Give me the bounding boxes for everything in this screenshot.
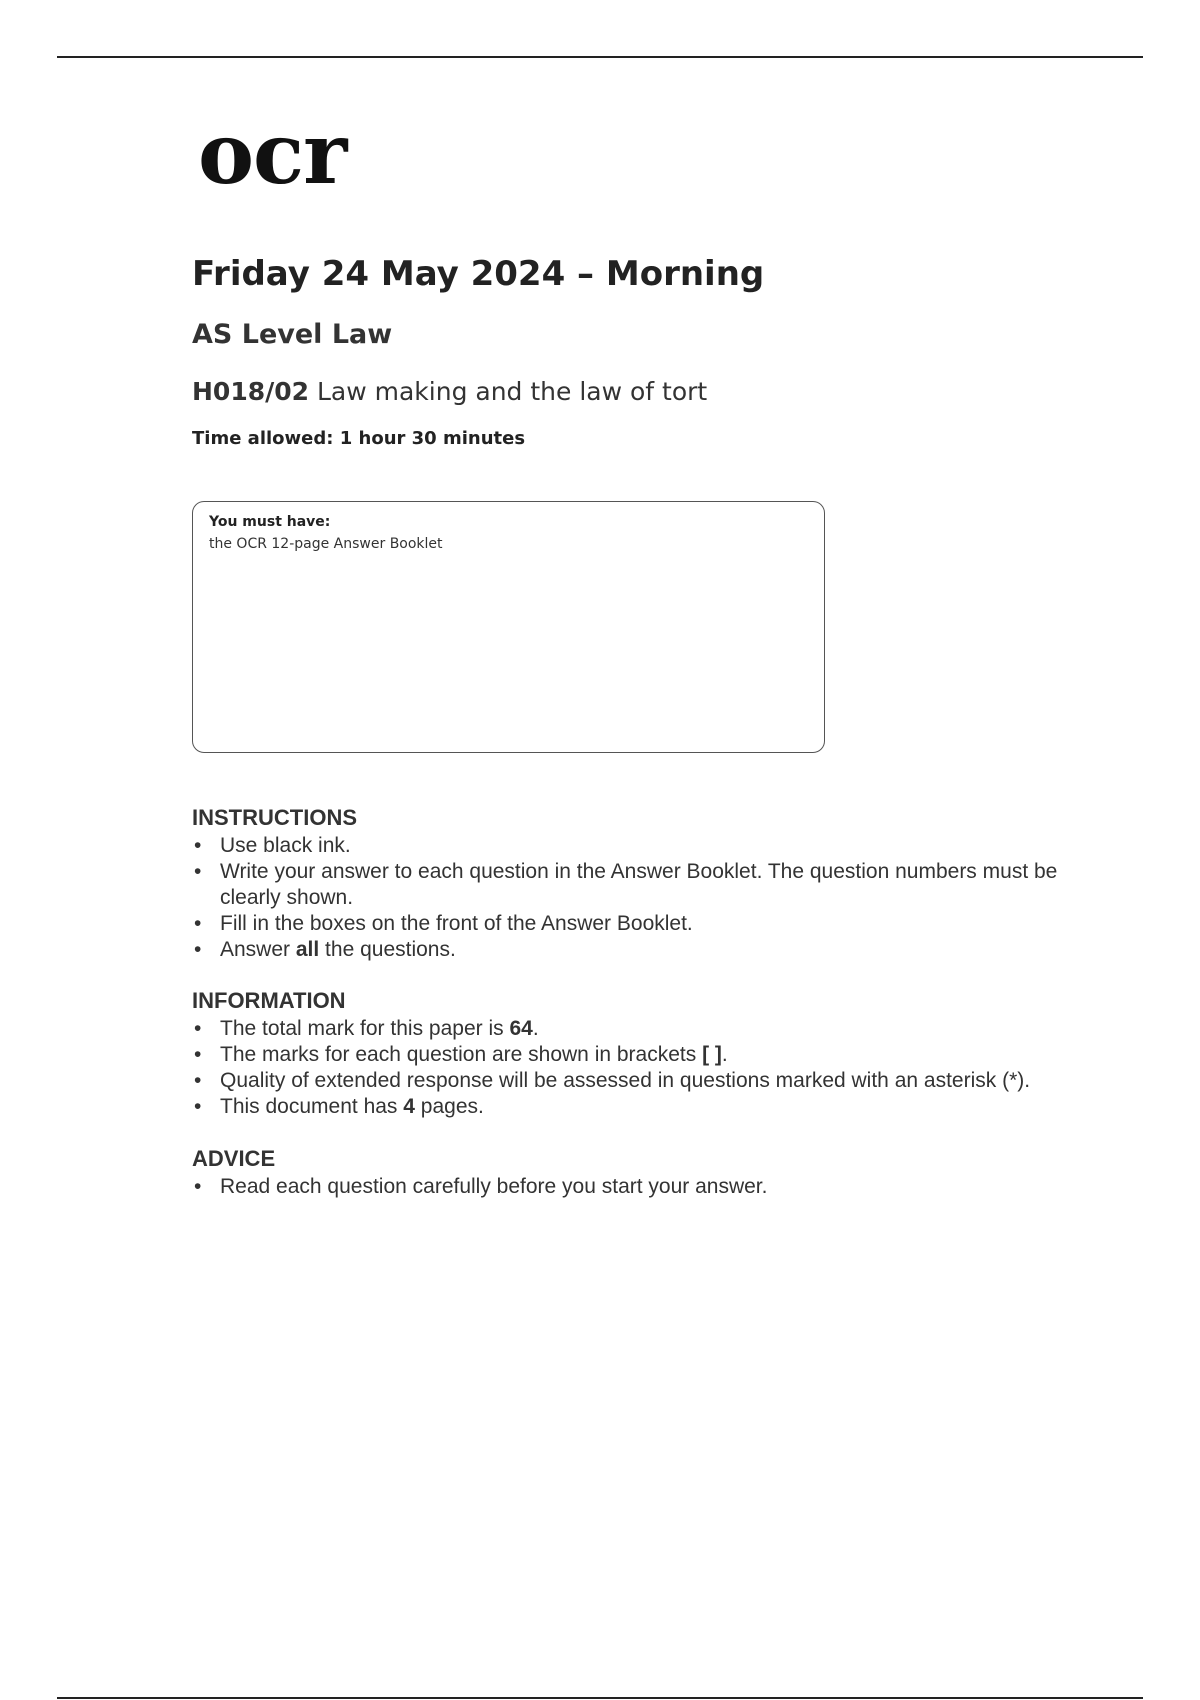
bullet-icon: •	[194, 860, 202, 883]
instructions-list	[192, 833, 1092, 963]
list-item-text-after: pages.	[414, 1095, 484, 1118]
bottom-rule	[57, 1697, 1143, 1699]
bullet-icon: •	[194, 1069, 202, 1092]
list-item	[192, 833, 1092, 859]
list-item-text-bold: all	[295, 938, 320, 961]
advice-section	[192, 1146, 1092, 1200]
ocr-logo: ocr	[198, 104, 347, 203]
list-item	[192, 859, 1092, 911]
list-item-text-after: the questions.	[319, 938, 456, 961]
you-must-have-item: the OCR 12-page Answer Booklet	[209, 536, 443, 552]
bullet-icon: •	[194, 1017, 202, 1040]
information-list	[192, 1016, 1092, 1120]
list-item-text: Write your answer to each question in the Answer Booklet. The question numbers must be clearly shown.	[220, 860, 1058, 909]
bullet-icon: •	[194, 912, 202, 935]
list-item-text: Fill in the boxes on the front of the Answer Booklet.	[220, 912, 693, 935]
you-must-have-box	[192, 501, 825, 753]
list-item-text: Quality of extended response will be assessed in questions marked with an asterisk (*).	[220, 1069, 1031, 1092]
list-item-text-before: The total mark for this paper is	[220, 1017, 510, 1040]
exam-subject: AS Level Law	[192, 319, 393, 350]
bullet-icon: •	[194, 1043, 202, 1066]
top-rule	[57, 56, 1143, 58]
paper-title-line	[192, 378, 707, 406]
information-section	[192, 988, 1092, 1120]
instructions-heading: INSTRUCTIONS	[192, 805, 357, 830]
information-heading: INFORMATION	[192, 988, 346, 1013]
list-item	[192, 937, 1092, 963]
bullet-icon: •	[194, 938, 202, 961]
paper-code: H018/02	[192, 377, 310, 406]
list-item-text-after: .	[532, 1017, 539, 1040]
list-item	[192, 1094, 1092, 1120]
list-item-text-after: .	[721, 1043, 728, 1066]
bullet-icon: •	[194, 1095, 202, 1118]
bullet-icon: •	[194, 834, 202, 857]
list-item	[192, 1174, 1092, 1200]
list-item	[192, 911, 1092, 937]
list-item	[192, 1042, 1092, 1068]
list-item-text-bold: 64	[509, 1017, 533, 1040]
exam-date: Friday 24 May 2024 – Morning	[192, 254, 765, 294]
advice-list	[192, 1174, 1092, 1200]
instructions-section	[192, 805, 1092, 963]
list-item-text-bold: 4	[403, 1095, 415, 1118]
list-item-text-before: The marks for each question are shown in brackets	[220, 1043, 703, 1066]
paper-title: Law making and the law of tort	[316, 377, 708, 406]
list-item-text: Read each question carefully before you start your answer.	[220, 1175, 768, 1198]
list-item-text-before: This document has	[220, 1095, 404, 1118]
list-item-text-bold: [ ]	[702, 1043, 722, 1066]
list-item-text-before: Answer	[220, 938, 296, 961]
you-must-have-heading: You must have:	[209, 514, 331, 530]
advice-heading: ADVICE	[192, 1146, 276, 1171]
bullet-icon: •	[194, 1175, 202, 1198]
list-item-text: Use black ink.	[220, 834, 351, 857]
list-item	[192, 1016, 1092, 1042]
time-allowed: Time allowed: 1 hour 30 minutes	[192, 428, 526, 449]
list-item	[192, 1068, 1092, 1094]
